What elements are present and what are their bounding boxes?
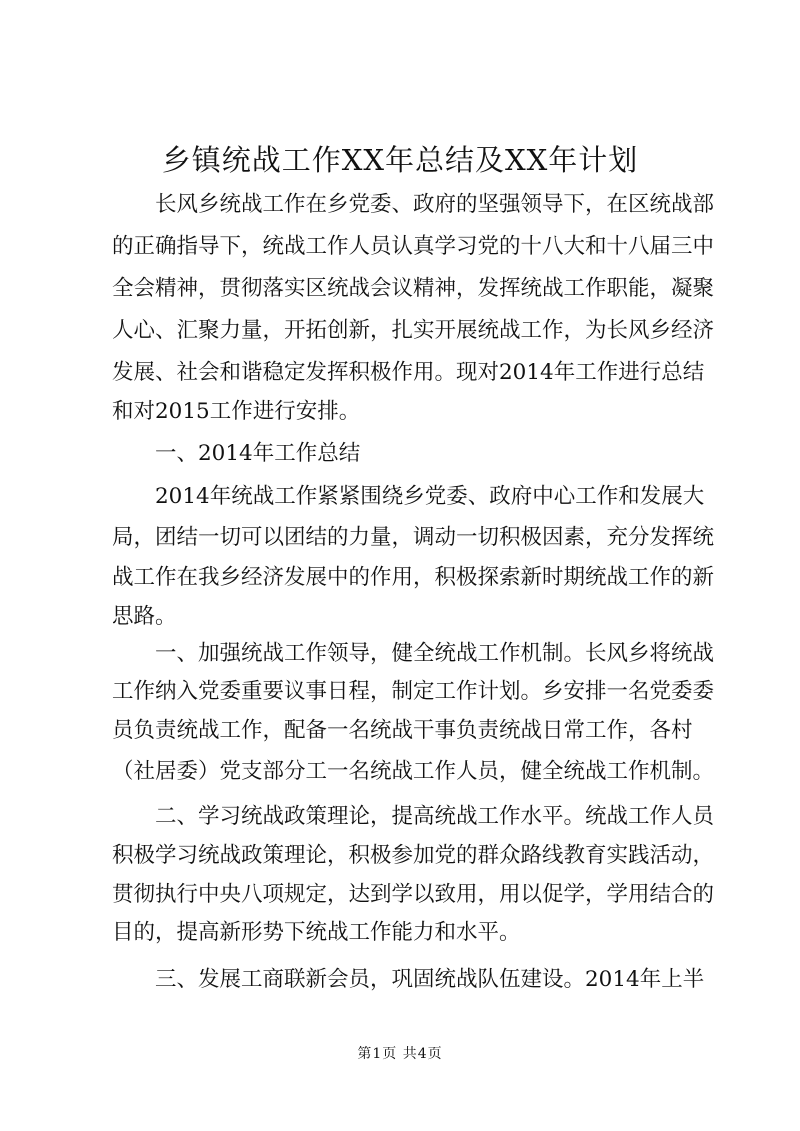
text-line: 一、加强统战工作领导，健全统战工作机制。长风乡将统战: [155, 641, 715, 666]
text-line: 员负责统战工作，配备一名统战干事负责统战日常工作，各村: [112, 718, 693, 743]
text-line: 工作纳入党委重要议事日程，制定工作计划。乡安排一名党委委: [112, 679, 715, 704]
section-heading: 一、2014年工作总结: [155, 441, 361, 466]
text-line: 积极学习统战政策理论，积极参加党的群众路线教育实践活动，: [112, 843, 715, 868]
page-number-footer: 第1页 共4页: [357, 1046, 443, 1062]
text-line: 目的，提高新形势下统战工作能力和水平。: [112, 920, 521, 945]
text-line: 2014年统战工作紧紧围绕乡党委、政府中心工作和发展大: [155, 484, 705, 509]
text-line: 贯彻执行中央八项规定，达到学以致用，用以促学，学用结合的: [112, 882, 715, 907]
text-line: 的正确指导下，统战工作人员认真学习党的十八大和十八届三中: [112, 234, 715, 259]
text-line: 战工作在我乡经济发展中的作用，积极探索新时期统战工作的新: [112, 565, 715, 590]
text-line: 人心、汇聚力量，开拓创新，扎实开展统战工作，为长风乡经济: [112, 318, 715, 343]
text-line: 全会精神，贯彻落实区统战会议精神，发挥统战工作职能，凝聚: [112, 276, 715, 301]
text-line: 局，团结一切可以团结的力量，调动一切积极因素，充分发挥统: [112, 525, 715, 550]
text-line: 和对2015工作进行安排。: [112, 399, 361, 424]
text-line: （社居委）党支部分工一名统战工作人员，健全统战工作机制。: [112, 759, 715, 784]
document-title: 乡镇统战工作XX年总结及XX年计划: [161, 143, 639, 177]
text-line: 二、学习统战政策理论，提高统战工作水平。统战工作人员: [155, 804, 715, 829]
text-line: 三、发展工商联新会员，巩固统战队伍建设。2014年上半: [155, 967, 705, 992]
text-line: 思路。: [112, 604, 177, 629]
text-line: 发展、社会和谐稳定发挥积极作用。现对2014年工作进行总结: [112, 360, 705, 385]
text-line: 长风乡统战工作在乡党委、政府的坚强领导下，在区统战部: [155, 192, 715, 217]
